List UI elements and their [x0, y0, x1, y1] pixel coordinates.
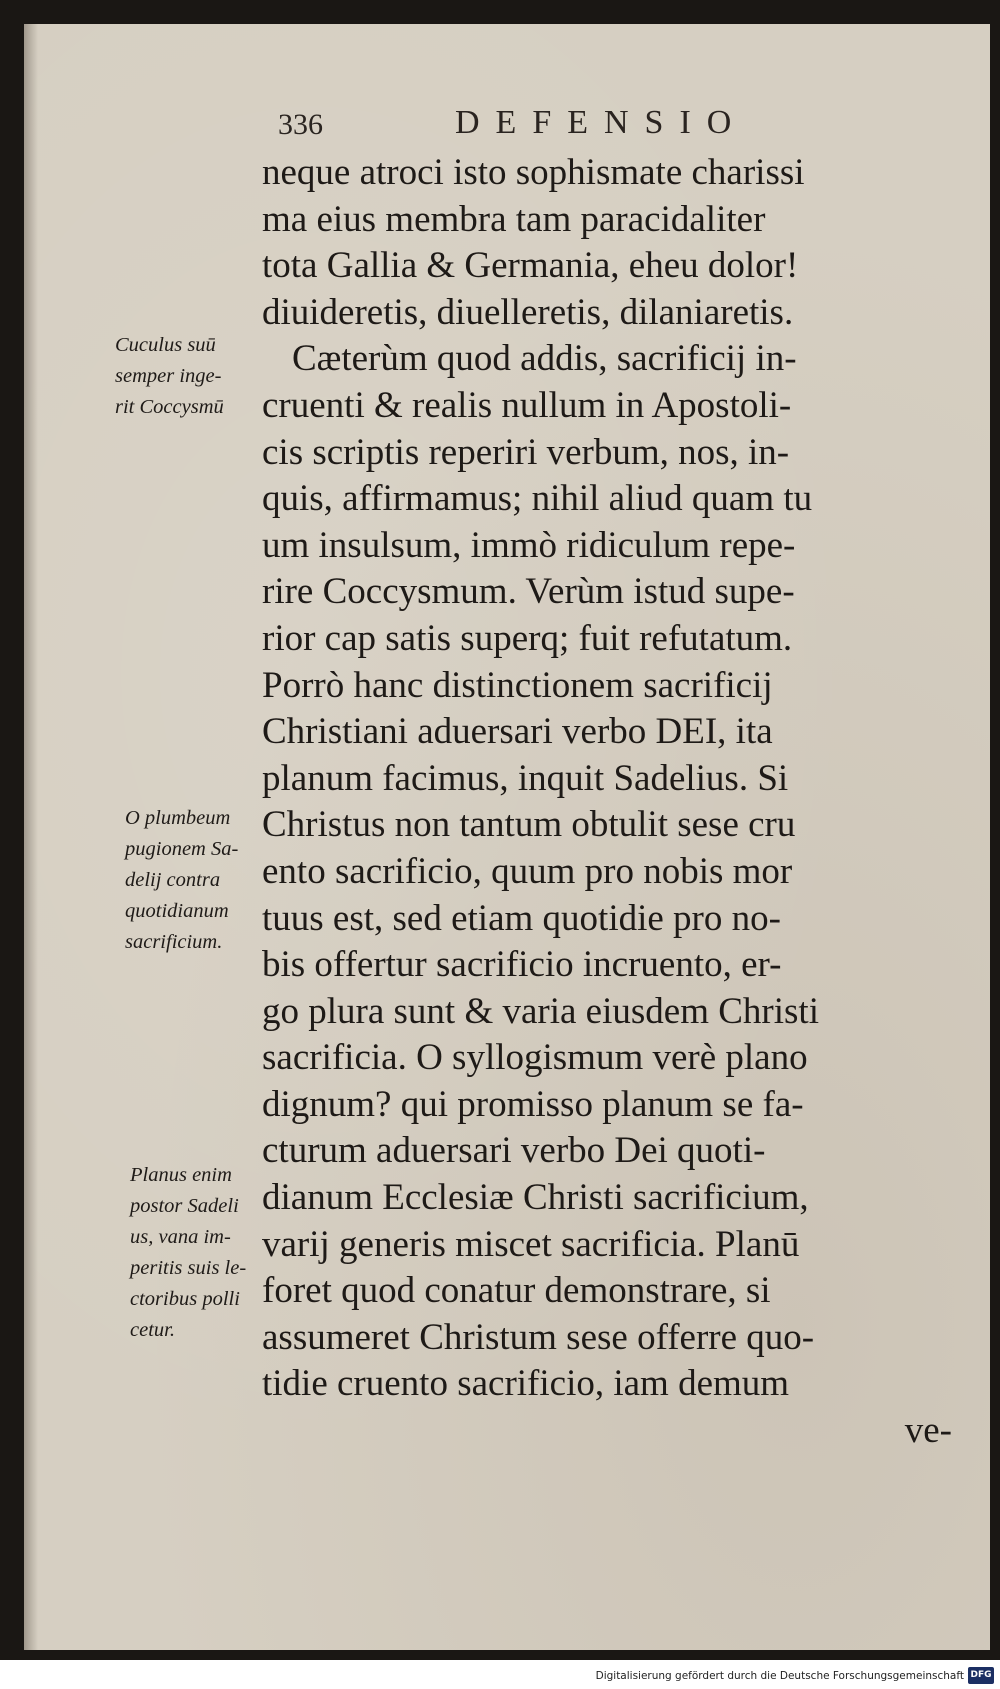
text-line: cturum aduersari verbo Dei quoti-	[262, 1130, 766, 1172]
catchword: ve-	[904, 1410, 952, 1452]
footer-credit: Digitalisierung gefördert durch die Deutsche Forschungsgemeinschaft	[595, 1670, 964, 1682]
text-line: ento sacrificio, quum pro nobis mor	[262, 850, 793, 892]
text-line: tuus est, sed etiam quotidie pro no-	[262, 897, 781, 939]
text-line: dianum Ecclesiæ Christi sacrificium,	[262, 1177, 809, 1219]
text-line: tota Gallia & Germania, eheu dolor!	[262, 245, 799, 287]
text-line: neque atroci isto sophismate charissi	[262, 152, 805, 193]
text-line: um insulsum, immò ridiculum repe-	[262, 524, 796, 566]
text-line: sacrificia. O syllogismum verè plano	[262, 1037, 808, 1079]
text-line: cruenti & realis nullum in Apostoli-	[262, 384, 792, 426]
text-line: varij generis miscet sacrificia. Planū	[262, 1223, 800, 1265]
text-line: foret quod conatur demonstrare, si	[262, 1270, 771, 1312]
text-line: ma eius membra tam paracidaliter	[262, 198, 766, 240]
text-line: diuideretis, diuelleretis, dilaniaretis.	[262, 291, 794, 333]
margin-note: Cuculus suū semper inge- rit Coccysmū	[115, 334, 224, 418]
margin-note: O plumbeum pugionem Sa- delij contra quotidianum sacrificium.	[125, 807, 239, 953]
text-line: quis, affirmamus; nihil aliud quam tu	[262, 478, 813, 520]
page-number: 336	[278, 108, 323, 141]
text-line: rior cap satis superq; fuit refutatum.	[262, 617, 793, 659]
text-line: assumeret Christum sese offerre quo-	[262, 1316, 815, 1358]
body-text	[262, 150, 952, 1455]
text-line: cis scriptis reperiri verbum, nos, in-	[262, 431, 790, 473]
text-line: rire Coccysmum. Verùm istud supe-	[262, 571, 795, 613]
text-line: go plura sunt & varia eiusdem Christi	[262, 990, 819, 1032]
text-line: tidie cruento sacrificio, iam demum	[262, 1363, 790, 1405]
running-head: DEFENSIO	[455, 104, 748, 141]
text-line: Christus non tantum obtulit sese cru	[262, 804, 796, 846]
page-edge-shadow	[24, 24, 38, 1650]
text-line: dignum? qui promisso planum se fa-	[262, 1083, 804, 1125]
text-line: Cæterùm quod addis, sacrificij in-	[292, 338, 797, 380]
dfg-logo-icon: DFG	[968, 1667, 994, 1684]
text-line: Porrò hanc distinctionem sacrificij	[262, 664, 773, 706]
text-line: Christiani aduersari verbo DEI, ita	[262, 711, 773, 753]
margin-note: Planus enim postor Sadeli us, vana im- peritis suis le- ctoribus polli cetur.	[130, 1164, 247, 1341]
text-line: bis offertur sacrificio incruento, er-	[262, 944, 782, 986]
text-line: planum facimus, inquit Sadelius. Si	[262, 757, 789, 799]
digitization-footer	[0, 1664, 1000, 1689]
